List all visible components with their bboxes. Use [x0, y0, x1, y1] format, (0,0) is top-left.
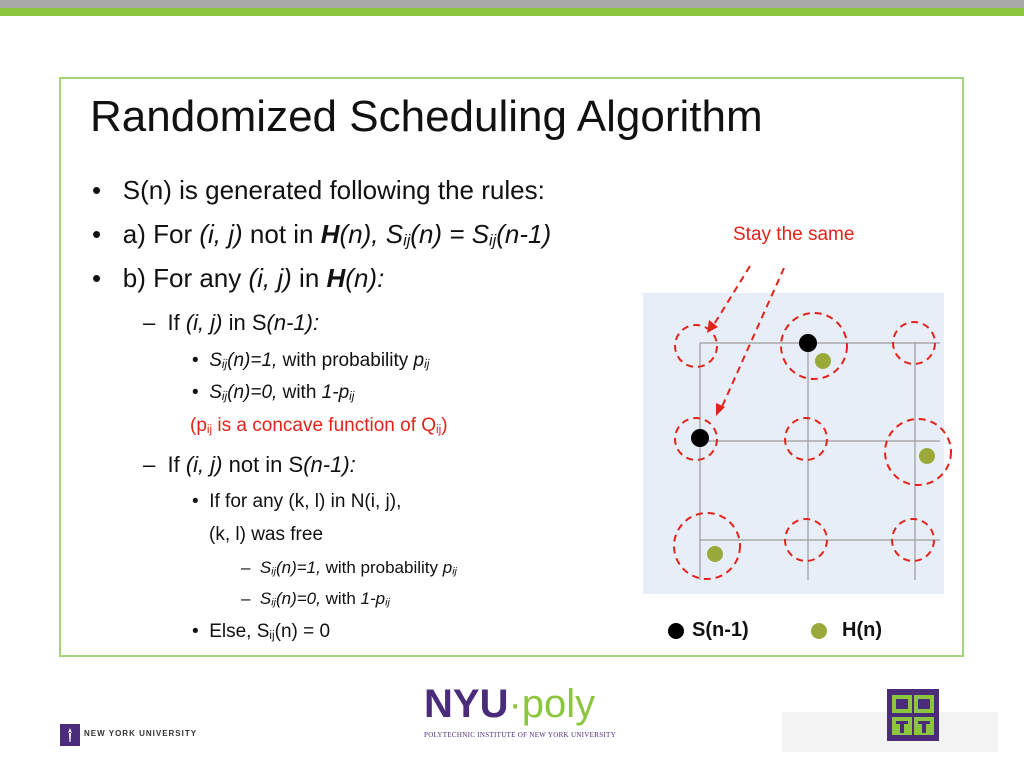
logo-nyu: NYU: [424, 682, 509, 726]
bullet-text: S(n) is generated following the rules:: [122, 175, 545, 205]
text: (i, j): [185, 310, 223, 335]
text: S: [209, 382, 222, 403]
text: (n)=1,: [275, 558, 321, 577]
h-dot: [815, 353, 831, 369]
logo-sep: ·: [508, 682, 522, 726]
bullet-dot: •: [192, 491, 199, 512]
diagram-panel: [643, 293, 944, 594]
text: 1-p: [360, 589, 386, 608]
text: H: [326, 263, 346, 293]
legend-h-label: H(n): [842, 619, 882, 641]
legend-h-dot: [811, 623, 827, 639]
dash: –: [241, 589, 251, 608]
nyu-university-label: NEW YORK UNIVERSITY: [84, 729, 198, 738]
text: is a concave function of Q: [212, 415, 437, 436]
text: 1-p: [321, 382, 350, 403]
text: (n) = S: [410, 219, 490, 249]
text: Else, S: [209, 621, 270, 642]
s-dot: [691, 429, 709, 447]
text: p: [442, 558, 453, 577]
logo-poly: poly: [521, 682, 596, 726]
bullet-dot: •: [92, 175, 102, 205]
text: S: [259, 558, 272, 577]
bullet-dot: •: [192, 382, 199, 403]
text: ij: [221, 357, 228, 371]
stay-same-callout: Stay the same: [733, 224, 855, 245]
text: (p: [190, 415, 207, 436]
text: ij: [452, 565, 457, 578]
text: b) For any: [122, 263, 249, 293]
bullet-dot: •: [192, 621, 199, 642]
text: in S: [222, 310, 267, 335]
text: with probability: [277, 350, 414, 371]
nyu-poly-logo: [424, 682, 595, 727]
text: If for any (k, l) in N(i, j),: [209, 491, 402, 512]
item-neighbor-free-cont: (k, l) was free: [209, 524, 324, 545]
text: ij: [271, 565, 276, 578]
text: (i, j): [185, 452, 223, 477]
text: S: [259, 589, 272, 608]
text: ij: [221, 389, 228, 403]
text: (n-1):: [266, 310, 320, 335]
text: ij: [206, 422, 213, 436]
text: (n)=0,: [227, 382, 278, 403]
bullet-dot: •: [192, 350, 199, 371]
text: a) For: [122, 219, 200, 249]
text: ij: [403, 231, 411, 250]
text: ij: [349, 389, 355, 403]
s-dot: [799, 334, 817, 352]
catt-logo-icon: [887, 689, 939, 741]
text: ij: [436, 422, 442, 436]
text: (n) = 0: [274, 621, 331, 642]
text: with: [277, 382, 322, 403]
text: ij: [424, 357, 430, 371]
text: ij: [489, 231, 497, 250]
dash: –: [143, 452, 156, 477]
text: (i, j): [199, 219, 243, 249]
text: not in: [242, 219, 321, 249]
legend-s-dot: [668, 623, 684, 639]
text: p: [413, 350, 425, 371]
text: with probability: [320, 558, 443, 577]
text: not in S: [222, 452, 304, 477]
text: (i, j): [248, 263, 292, 293]
dash: –: [143, 310, 156, 335]
text: ij: [271, 596, 276, 609]
nyu-poly-subtitle: POLYTECHNIC INSTITUTE OF NEW YORK UNIVERSITY: [424, 731, 616, 739]
h-dot: [919, 448, 935, 464]
text: ): [441, 415, 448, 436]
text: (n-1):: [303, 452, 356, 477]
bullet-dot: •: [92, 219, 102, 249]
text: If: [167, 452, 186, 477]
text: with: [320, 589, 361, 608]
text: H: [320, 219, 340, 249]
h-dot: [707, 546, 723, 562]
legend-s-label: S(n-1): [692, 619, 749, 641]
text: (n)=0,: [275, 589, 321, 608]
dash: –: [241, 558, 251, 577]
text: (n-1): [496, 219, 552, 249]
nyu-torch-icon: [60, 724, 80, 746]
text: (n), S: [339, 219, 404, 249]
text: in: [291, 263, 327, 293]
text: (n):: [345, 263, 385, 293]
text: ij: [269, 628, 275, 642]
slide-title: Randomized Scheduling Algorithm: [90, 92, 763, 141]
text: (n)=1,: [227, 350, 278, 371]
text: If: [167, 310, 186, 335]
text: S: [209, 350, 222, 371]
bullet-dot: •: [92, 263, 102, 293]
text: ij: [385, 596, 390, 609]
